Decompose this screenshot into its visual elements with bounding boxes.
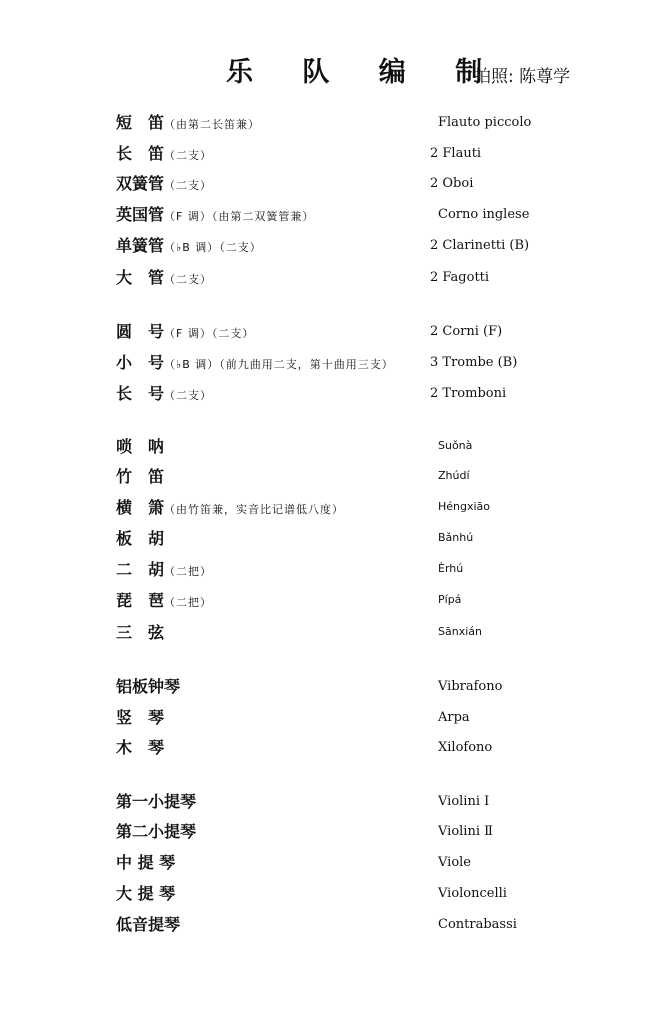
instrument-row: [0, 495, 663, 521]
instrument-name-cn: 单簧管（♭B 调）（二支）: [116, 236, 262, 255]
instrument-row: [0, 319, 663, 345]
instrument-row: [0, 588, 663, 614]
instrument-name-cn: 大 管（二支）: [116, 268, 213, 287]
instrument-name-cn: 唢 呐: [116, 437, 165, 456]
instrument-name-en: 3 Trombe (B): [430, 355, 518, 370]
instrument-row: [0, 735, 663, 761]
instrument-row: [0, 557, 663, 583]
instrument-name-cn: 板 胡: [116, 529, 165, 548]
instrument-name-cn: 短 笛（由第二长笛兼）: [116, 113, 261, 132]
instrument-name-cn: 中 提 琴: [116, 853, 176, 872]
instrument-name-en: Violoncelli: [438, 886, 507, 901]
instrument-name-cn: 双簧管（二支）: [116, 174, 213, 193]
instrument-row: [0, 434, 663, 460]
instrument-note: （由竹笛兼，实音比记谱低八度）: [164, 503, 345, 516]
instrument-name-en: Violini Ⅱ: [438, 824, 493, 839]
instrument-row: [0, 171, 663, 197]
instrument-name-cn: 二 胡（二把）: [116, 560, 213, 579]
instrument-row: [0, 850, 663, 876]
instrument-name-en: Corno inglese: [438, 207, 530, 222]
instrument-name-en: Èrhú: [438, 562, 464, 575]
instrument-row: [0, 464, 663, 490]
instrument-row: [0, 912, 663, 938]
instrument-name-cn: 英国管（F 调）（由第二双簧管兼）: [116, 205, 315, 224]
instrument-name-en: 2 Corni (F): [430, 324, 503, 339]
instrument-row: [0, 265, 663, 291]
page-title: 乐 队 编 制: [226, 57, 503, 88]
instrument-name-en: Violini Ⅰ: [438, 794, 490, 809]
instrument-name-en: Suǒnà: [438, 439, 473, 452]
instrument-note: （F 调）（由第二双簧管兼）: [164, 210, 315, 223]
instrument-name-cn: 第二小提琴: [116, 822, 197, 841]
instrument-note: （♭B 调）（前九曲用二支，第十曲用三支）: [164, 358, 394, 371]
instrument-note: （由第二长笛兼）: [164, 118, 261, 131]
instrument-name-cn: 竖 琴: [116, 708, 165, 727]
instrument-row: [0, 350, 663, 376]
instrument-name-en: Contrabassi: [438, 917, 517, 932]
instrument-name-cn: 横 箫（由竹笛兼，实音比记谱低八度）: [116, 498, 345, 517]
instrument-name-cn: 竹 笛: [116, 467, 165, 486]
instrument-name-cn: 大 提 琴: [116, 884, 176, 903]
instrument-row: [0, 141, 663, 167]
instrument-name-cn: 圆 号（F 调）（二支）: [116, 322, 255, 341]
instrument-row: [0, 881, 663, 907]
instrument-note: （F 调）（二支）: [164, 327, 255, 340]
instrument-row: [0, 526, 663, 552]
instrument-row: [0, 705, 663, 731]
instrument-row: [0, 381, 663, 407]
instrument-name-cn: 琵 琶（二把）: [116, 591, 213, 610]
instrument-row: [0, 233, 663, 259]
instrument-row: [0, 202, 663, 228]
instrument-name-en: Zhúdí: [438, 469, 470, 482]
instrument-name-cn: 低音提琴: [116, 915, 181, 934]
photo-credit: 拍照: 陈尊学: [474, 67, 571, 87]
instrument-note: （二支）: [164, 273, 213, 286]
instrument-name-cn: 三 弦: [116, 623, 165, 642]
instrument-name-en: Xilofono: [438, 740, 493, 755]
instrument-row: [0, 620, 663, 646]
instrument-row: [0, 110, 663, 136]
instrument-name-en: 2 Fagotti: [430, 270, 490, 285]
instrument-name-en: Bǎnhú: [438, 531, 474, 544]
instrument-name-en: Vibrafono: [438, 679, 503, 694]
instrument-note: （二把）: [164, 596, 213, 609]
instrument-name-cn: 小 号（♭B 调）（前九曲用二支，第十曲用三支）: [116, 353, 394, 372]
instrument-name-en: 2 Clarinetti (B): [430, 238, 530, 253]
instrument-name-cn: 长 号（二支）: [116, 384, 213, 403]
instrument-note: （二支）: [164, 389, 213, 402]
instrument-row: [0, 819, 663, 845]
instrument-name-cn: 铝板钟琴: [116, 677, 181, 696]
instrument-name-en: Arpa: [438, 710, 470, 725]
instrument-name-en: 2 Flauti: [430, 146, 482, 161]
instrument-name-en: Flauto piccolo: [438, 115, 532, 130]
instrument-note: （二支）: [164, 149, 213, 162]
instrument-note: （二支）: [164, 179, 213, 192]
instrument-name-en: 2 Oboi: [430, 176, 474, 191]
instrument-name-en: Viole: [438, 855, 471, 870]
instrument-row: [0, 789, 663, 815]
instrument-name-en: Sānxián: [438, 625, 482, 638]
instrument-name-cn: 第一小提琴: [116, 792, 197, 811]
instrument-row: [0, 674, 663, 700]
instrument-name-cn: 木 琴: [116, 738, 165, 757]
instrument-name-en: Pípá: [438, 593, 462, 606]
instrument-name-cn: 长 笛（二支）: [116, 144, 213, 163]
instrument-note: （二把）: [164, 565, 213, 578]
instrument-note: （♭B 调）（二支）: [164, 241, 262, 254]
instrument-name-en: Héngxiāo: [438, 500, 491, 513]
instrument-name-en: 2 Tromboni: [430, 386, 507, 401]
